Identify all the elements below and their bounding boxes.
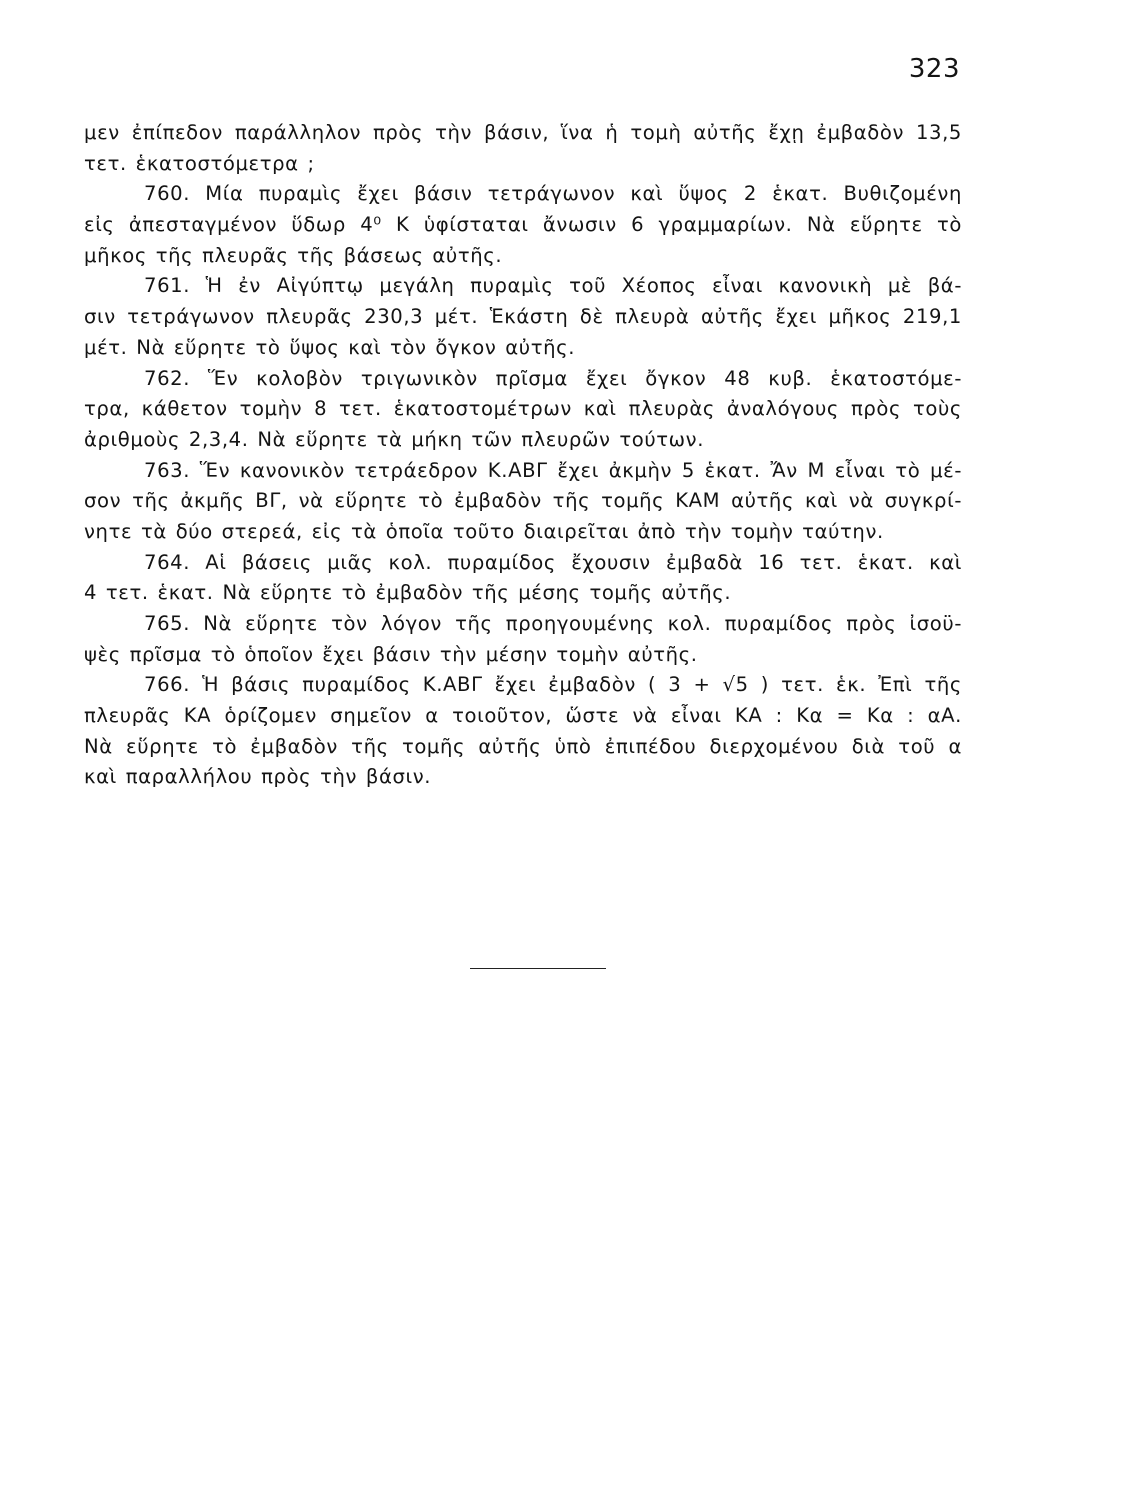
text-line: μῆκος τῆς πλευρᾶς τῆς βάσεως αὐτῆς.: [84, 243, 503, 267]
text-line: καὶ παραλλήλου πρὸς τὴν βάσιν.: [84, 765, 432, 789]
exercise-766-line: 766. Ἡ βάσις πυραμίδος Κ.ΑΒΓ ἔχει ἐμβαδὸν ( 3 + √5 ) τετ. ἑκ. Ἐπὶ τῆς: [144, 673, 962, 697]
text-line: ψὲς πρῖσμα τὸ ὁποῖον ἔχει βάσιν τὴν μέσην τομὴν αὐτῆς.: [84, 642, 698, 666]
text-line: νητε τὰ δύο στερεά, εἰς τὰ ὁποῖα τοῦτο διαιρεῖται ἀπὸ τὴν τομὴν ταύτην.: [84, 519, 884, 543]
text-line: μεν ἐπίπεδον παράλληλον πρὸς τὴν βάσιν, ἵνα ἡ τομὴ αὐτῆς ἔχῃ ἐμβαδὸν 13,5: [84, 121, 962, 144]
text-line: Νὰ εὕρητε τὸ ἐμβαδὸν τῆς τομῆς αὐτῆς ὑπὸ ἐπιπέδου διερχομένου διὰ τοῦ α: [84, 734, 962, 758]
text-line: 4 τετ. ἑκατ. Νὰ εὕρητε τὸ ἐμβαδὸν τῆς μέσης τομῆς αὐτῆς.: [84, 581, 732, 605]
text-line: εἰς ἀπεσταγμένον ὕδωρ 4⁰ Κ ὑφίσταται ἄνωσιν 6 γραμμαρίων. Νὰ εὕρητε τὸ: [84, 213, 962, 237]
exercise-762-line: 762. Ἕν κολοβὸν τριγωνικὸν πρῖσμα ἔχει ὄγκον 48 κυβ. ἑκατοστόμε-: [144, 366, 962, 390]
text-line: σον τῆς ἀκμῆς ΒΓ, νὰ εὕρητε τὸ ἐμβαδὸν τῆς τομῆς ΚΑΜ αὐτῆς καὶ νὰ συγκρί-: [84, 489, 962, 513]
text-line: μέτ. Νὰ εὕρητε τὸ ὕψος καὶ τὸν ὄγκον αὐτῆς.: [84, 335, 576, 359]
exercise-760-line: 760. Μία πυραμὶς ἔχει βάσιν τετράγωνον καὶ ὕψος 2 ἑκατ. Βυθιζομένη: [144, 182, 962, 206]
exercise-761-line: 761. Ἡ ἐν Αἰγύπτῳ μεγάλη πυραμὶς τοῦ Χέοπος εἶναι κανονικὴ μὲ βά-: [144, 274, 962, 298]
exercise-765-line: 765. Νὰ εὕρητε τὸν λόγον τῆς προηγουμένης κολ. πυραμίδος πρὸς ἰσοϋ-: [144, 612, 962, 635]
page-number: 323: [908, 54, 960, 84]
exercise-764-line: 764. Αἱ βάσεις μιᾶς κολ. πυραμίδος ἔχουσιν ἐμβαδὰ 16 τετ. ἑκατ. καὶ: [144, 550, 962, 574]
body-text: [84, 118, 962, 793]
section-divider-rule: [470, 968, 606, 969]
text-line: τετ. ἑκατοστόμετρα ;: [84, 151, 315, 175]
text-line: πλευρᾶς ΚΑ ὁρίζομεν σημεῖον α τοιοῦτον, ὥστε νὰ εἶναι ΚΑ : Κα = Κα : αΑ.: [84, 704, 962, 728]
text-line: τρα, κάθετον τομὴν 8 τετ. ἑκατοστομέτρων καὶ πλευρὰς ἀναλόγους πρὸς τοὺς: [84, 397, 962, 421]
text-line: ἀριθμοὺς 2,3,4. Νὰ εὕρητε τὰ μήκη τῶν πλευρῶν τούτων.: [84, 427, 705, 451]
exercise-763-line: 763. Ἕν κανονικὸν τετράεδρον Κ.ΑΒΓ ἔχει ἀκμὴν 5 ἑκατ. Ἄν Μ εἶναι τὸ μέ-: [144, 458, 962, 482]
text-line: σιν τετράγωνον πλευρᾶς 230,3 μέτ. Ἑκάστη δὲ πλευρὰ αὐτῆς ἔχει μῆκος 219,1: [84, 305, 962, 329]
